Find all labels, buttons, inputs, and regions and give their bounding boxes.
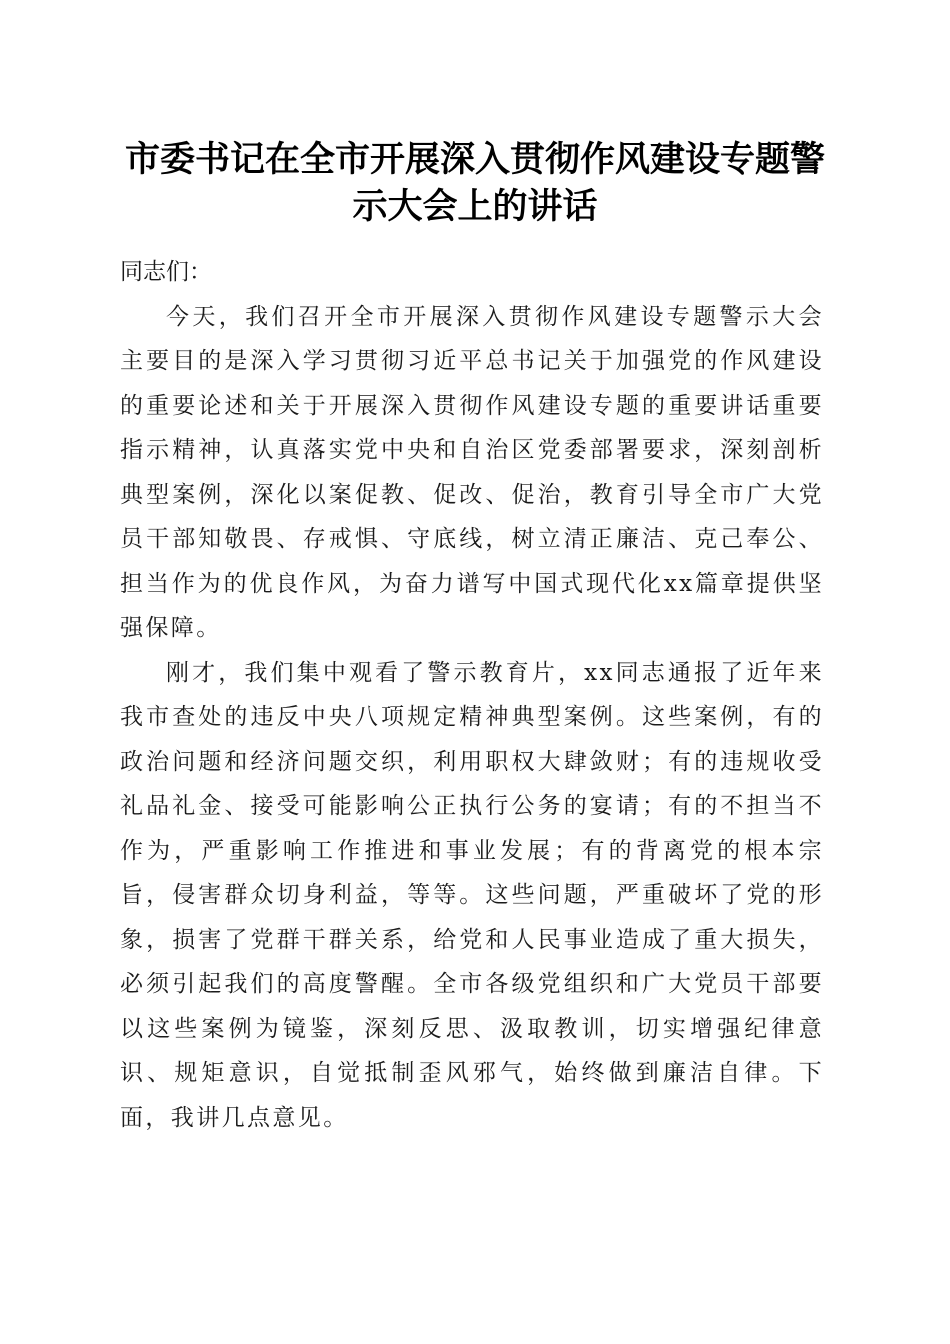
document-title: 市委书记在全市开展深入贯彻作风建设专题警示大会上的讲话	[124, 139, 825, 227]
salutation: 同志们：	[120, 259, 212, 285]
document-body	[120, 250, 824, 1140]
paragraph-1: 今天，我们召开全市开展深入贯彻作风建设专题警示大会主要目的是深入学习贯彻习近平总书记关于加强党的作风建设的重要论述和关于开展深入贯彻作风建设专题的重要讲话重要指示精神，认真落实党中央和自治区党委部署要求，深刻剖析典型案例，深化以案促教、促改、促治，教育引导全市广大党员干部知敬畏、存戒惧、守底线，树立清正廉洁、克己奉公、担当作为的优良作风，为奋力谱写中国式现代化xx篇章提供坚强保障。	[120, 303, 824, 641]
paragraph-2: 刚才，我们集中观看了警示教育片，xx同志通报了近年来我市查处的违反中央八项规定精神典型案例。这些案例，有的政治问题和经济问题交织，利用职权大肆敛财；有的违规收受礼品礼金、接受可能影响公正执行公务的宴请；有的不担当不作为，严重影响工作推进和事业发展；有的背离党的根本宗旨，侵害群众切身利益，等等。这些问题，严重破坏了党的形象，损害了党群干群关系，给党和人民事业造成了重大损失，必须引起我们的高度警醒。全市各级党组织和广大党员干部要以这些案例为镜鉴，深刻反思、汲取教训，切实增强纪律意识、规矩意识，自觉抵制歪风邪气，始终做到廉洁自律。下面，我讲几点意见。	[120, 659, 824, 1131]
